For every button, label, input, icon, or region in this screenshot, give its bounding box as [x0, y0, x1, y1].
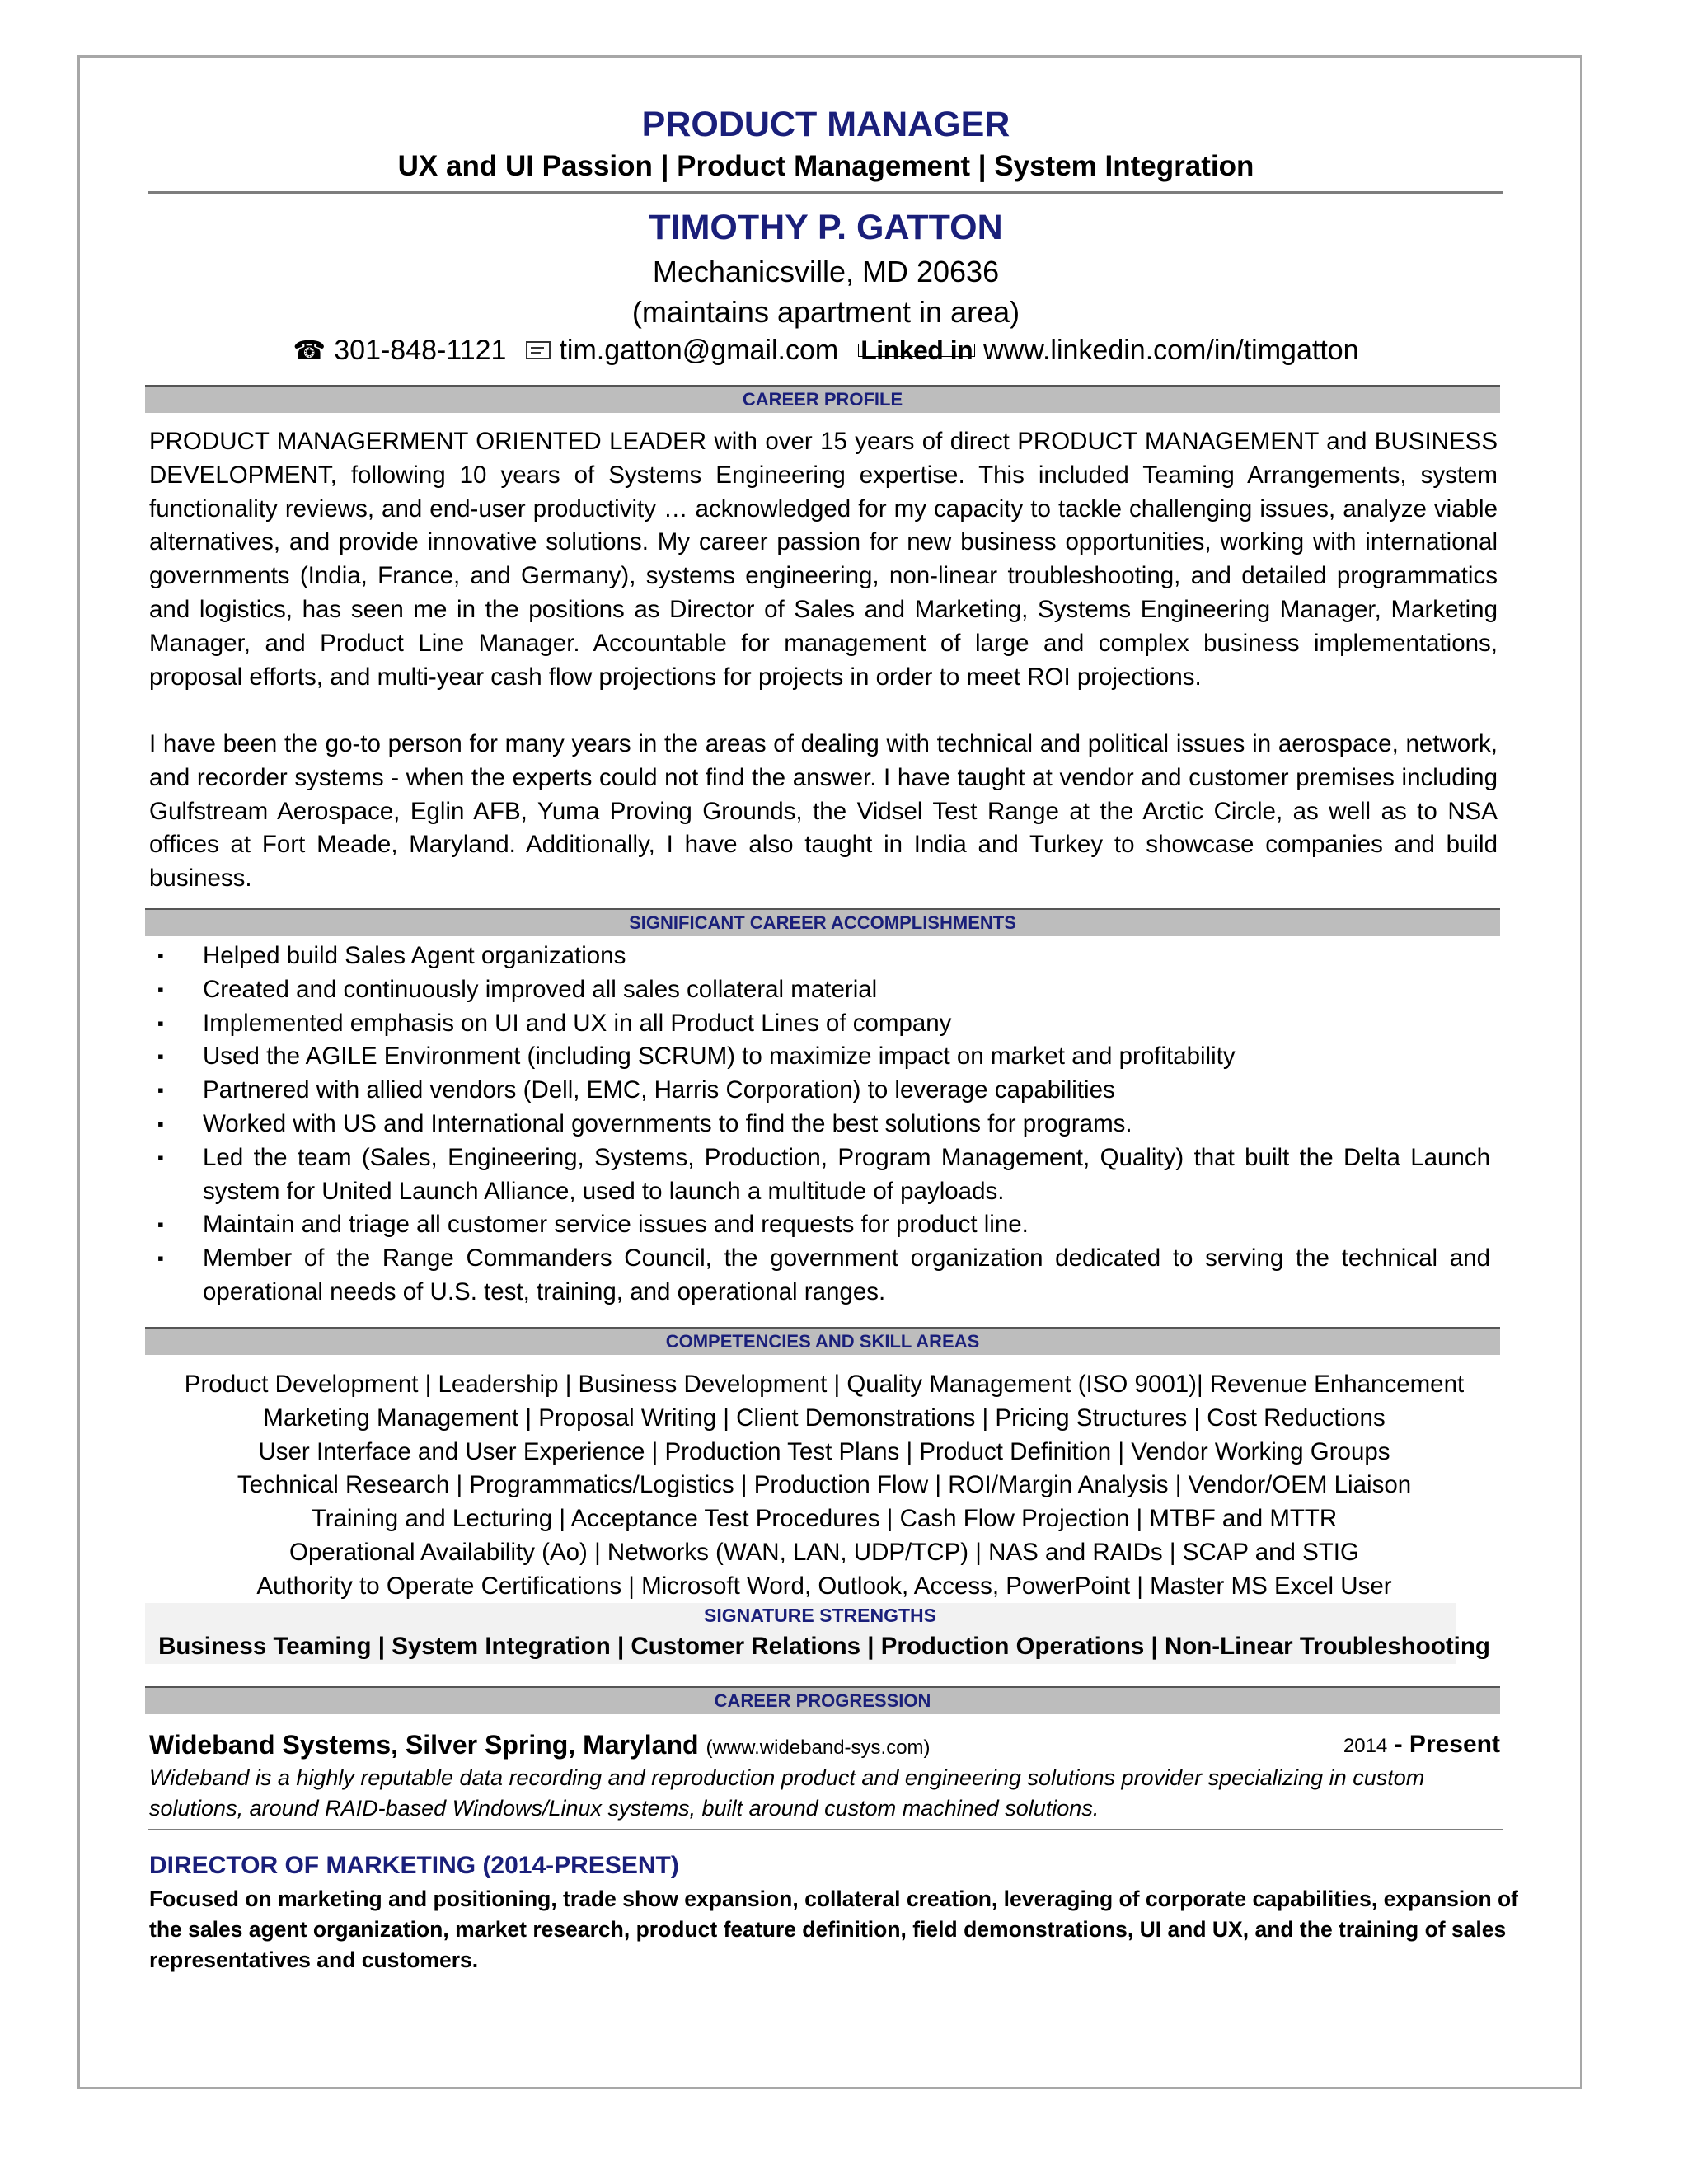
competency-line: Technical Research | Programmatics/Logistics | Production Flow | ROI/Margin Analysis | Vendor/OEM Liaison	[237, 1471, 1412, 1499]
section-header-accomplishments: SIGNIFICANT CAREER ACCOMPLISHMENTS	[145, 908, 1500, 936]
competencies-list	[148, 1368, 1500, 1604]
phone-icon: ☎	[293, 335, 326, 365]
signature-strengths: Business Teaming | System Integration | Customer Relations | Production Operations | Non-Linear Troubleshooting	[158, 1633, 1490, 1660]
accomplishment-text: Worked with US and International governments to find the best solutions for programs.	[203, 1109, 1132, 1137]
bullet-icon: ▪	[157, 1012, 164, 1033]
competency-line: User Interface and User Experience | Production Test Plans | Product Definition | Vendor Working Groups	[258, 1437, 1390, 1465]
competency-line: Training and Lecturing | Acceptance Test Procedures | Cash Flow Projection | MTBF and MTTR	[311, 1505, 1338, 1533]
list-item	[150, 973, 1490, 1007]
accomplishments-list	[150, 940, 1490, 1310]
competency-line: Product Development | Leadership | Business Development | Quality Management (ISO 9001)| Revenue Enhancement	[184, 1371, 1465, 1398]
bullet-icon: ▪	[157, 1146, 164, 1168]
email-item	[526, 331, 838, 369]
linkedin-link[interactable]: www.linkedin.com/in/timgatton	[983, 335, 1359, 366]
accomplishment-text: Created and continuously improved all sales collateral material	[203, 975, 878, 1003]
job-header	[149, 1727, 1500, 1766]
email-link[interactable]: tim.gatton@gmail.com	[559, 335, 839, 366]
job-divider	[148, 1829, 1503, 1830]
job-dates	[1343, 1727, 1500, 1765]
accomplishment-text: Helped build Sales Agent organizations	[203, 942, 626, 969]
accomplishment-text: Used the AGILE Environment (including SCRUM) to maximize impact on market and profitability	[203, 1043, 1236, 1071]
accomplishment-text: Member of the Range Commanders Council, the government organization dedicated to serving the technical and operational needs of U.S. test, training, and operational ranges.	[203, 1244, 1490, 1305]
bullet-icon: ▪	[157, 978, 164, 1000]
job-end: - Present	[1394, 1731, 1500, 1758]
competency-line: Authority to Operate Certifications | Microsoft Word, Outlook, Access, PowerPoint | Master MS Excel User	[256, 1572, 1392, 1600]
bullet-icon: ▪	[157, 1113, 164, 1134]
resume-subtitle: UX and UI Passion | Product Management | System Integration	[397, 150, 1254, 182]
candidate-address: Mechanicsville, MD 20636	[652, 255, 1000, 288]
phone-item	[293, 331, 506, 369]
bullet-icon: ▪	[157, 1214, 164, 1235]
career-profile-paragraph-1: PRODUCT MANAGERMENT ORIENTED LEADER with over 15 years of direct PRODUCT MANAGEMENT and BUSINESS DEVELOPMENT, following 10 years of Systems Engineering expertise. This included Teaming Arrangements, system functionality reviews, and end-user productivity … acknowledged for my capacity to tackle challenging issues, analyze viable alternatives, and provide innovative solutions. My career passion for new business opportunities, working with international governments (India, France, and Germany), systems engineering, non-linear troubleshooting, and detailed programmatics and logistics, has seen me in the positions as Director of Sales and Marketing, Systems Engineering Manager, Marketing Manager, and Product Line Manager. Accountable for management of large and complex business implementations, proposal efforts, and multi-year cash flow projections for projects in order to meet ROI projections.	[149, 428, 1498, 691]
bullet-icon: ▪	[157, 1080, 164, 1101]
bullet-icon: ▪	[157, 1248, 164, 1269]
job-start-year: 2014	[1343, 1735, 1388, 1757]
candidate-name: TIMOTHY P. GATTON	[649, 208, 1003, 247]
role-description: Focused on marketing and positioning, trade show expansion, collateral creation, leveraging of corporate capabilities, expansion of the sales agent organization, market research, product feature definition, field demonstrations, UI and UX, and the training of sales representatives and customers.	[149, 1886, 1519, 1972]
list-item	[150, 1074, 1490, 1108]
mail-icon	[526, 341, 551, 359]
accomplishment-text: Maintain and triage all customer service issues and requests for product line.	[203, 1211, 1029, 1239]
linkedin-item	[858, 331, 1358, 369]
company-url[interactable]: (www.wideband-sys.com)	[706, 1736, 931, 1759]
competency-line: Marketing Management | Proposal Writing | Client Demonstrations | Pricing Structures | Cost Reductions	[263, 1404, 1386, 1432]
career-profile-paragraph-2: I have been the go-to person for many years in the areas of dealing with technical and political issues in aerospace, network, and recorder systems - when the experts could not find the answer. I have taught at vendor and customer premises including Gulfstream Aerospace, Eglin AFB, Yuma Proving Grounds, the Vidsel Test Range at the Arctic Circle, as well as to NSA offices at Fort Meade, Maryland. Additionally, I have also taught in India and Turkey to showcase companies and build business.	[149, 730, 1498, 893]
competency-line: Operational Availability (Ao) | Networks (WAN, LAN, UDP/TCP) | NAS and RAIDs | SCAP and STIG	[289, 1538, 1359, 1566]
list-item	[150, 1108, 1490, 1141]
accomplishment-text: Partnered with allied vendors (Dell, EMC, Harris Corporation) to leverage capabilities	[203, 1076, 1115, 1104]
section-header-career-profile: CAREER PROFILE	[145, 385, 1500, 413]
company-line	[149, 1727, 1500, 1766]
phone-number[interactable]: 301-848-1121	[334, 335, 507, 366]
resume-title: PRODUCT MANAGER	[641, 105, 1010, 144]
signature-strengths-heading: SIGNATURE STRENGTHS	[704, 1605, 936, 1626]
address-note: (maintains apartment in area)	[631, 295, 1020, 329]
list-item	[150, 940, 1490, 973]
linkedin-icon: Linked in	[858, 344, 975, 357]
list-item	[150, 1040, 1490, 1074]
accomplishment-text: Led the team (Sales, Engineering, Systems, Production, Program Management, Quality) that built the Delta Launch system for United Launch Alliance, used to launch a multitude of payloads.	[203, 1143, 1490, 1205]
accomplishment-text: Implemented emphasis on UI and UX in all Product Lines of company	[203, 1009, 952, 1037]
role-title: DIRECTOR OF MARKETING (2014-PRESENT)	[149, 1852, 679, 1879]
bullet-icon: ▪	[157, 945, 164, 966]
section-header-competencies: COMPETENCIES AND SKILL AREAS	[145, 1327, 1500, 1355]
header-divider	[148, 191, 1503, 194]
section-header-career-progression: CAREER PROGRESSION	[145, 1686, 1500, 1714]
bullet-icon: ▪	[157, 1046, 164, 1067]
list-item	[150, 1242, 1490, 1310]
company-name: Wideband Systems, Silver Spring, Maryland	[149, 1730, 699, 1760]
company-description: Wideband is a highly reputable data recording and reproduction product and engineering solutions provider specializing in custom solutions, around RAID-based Windows/Linux systems, built around custom machined solutions.	[149, 1765, 1425, 1821]
list-item	[150, 1208, 1490, 1242]
contact-row	[147, 331, 1505, 369]
list-item	[150, 1007, 1490, 1041]
list-item	[150, 1141, 1490, 1209]
